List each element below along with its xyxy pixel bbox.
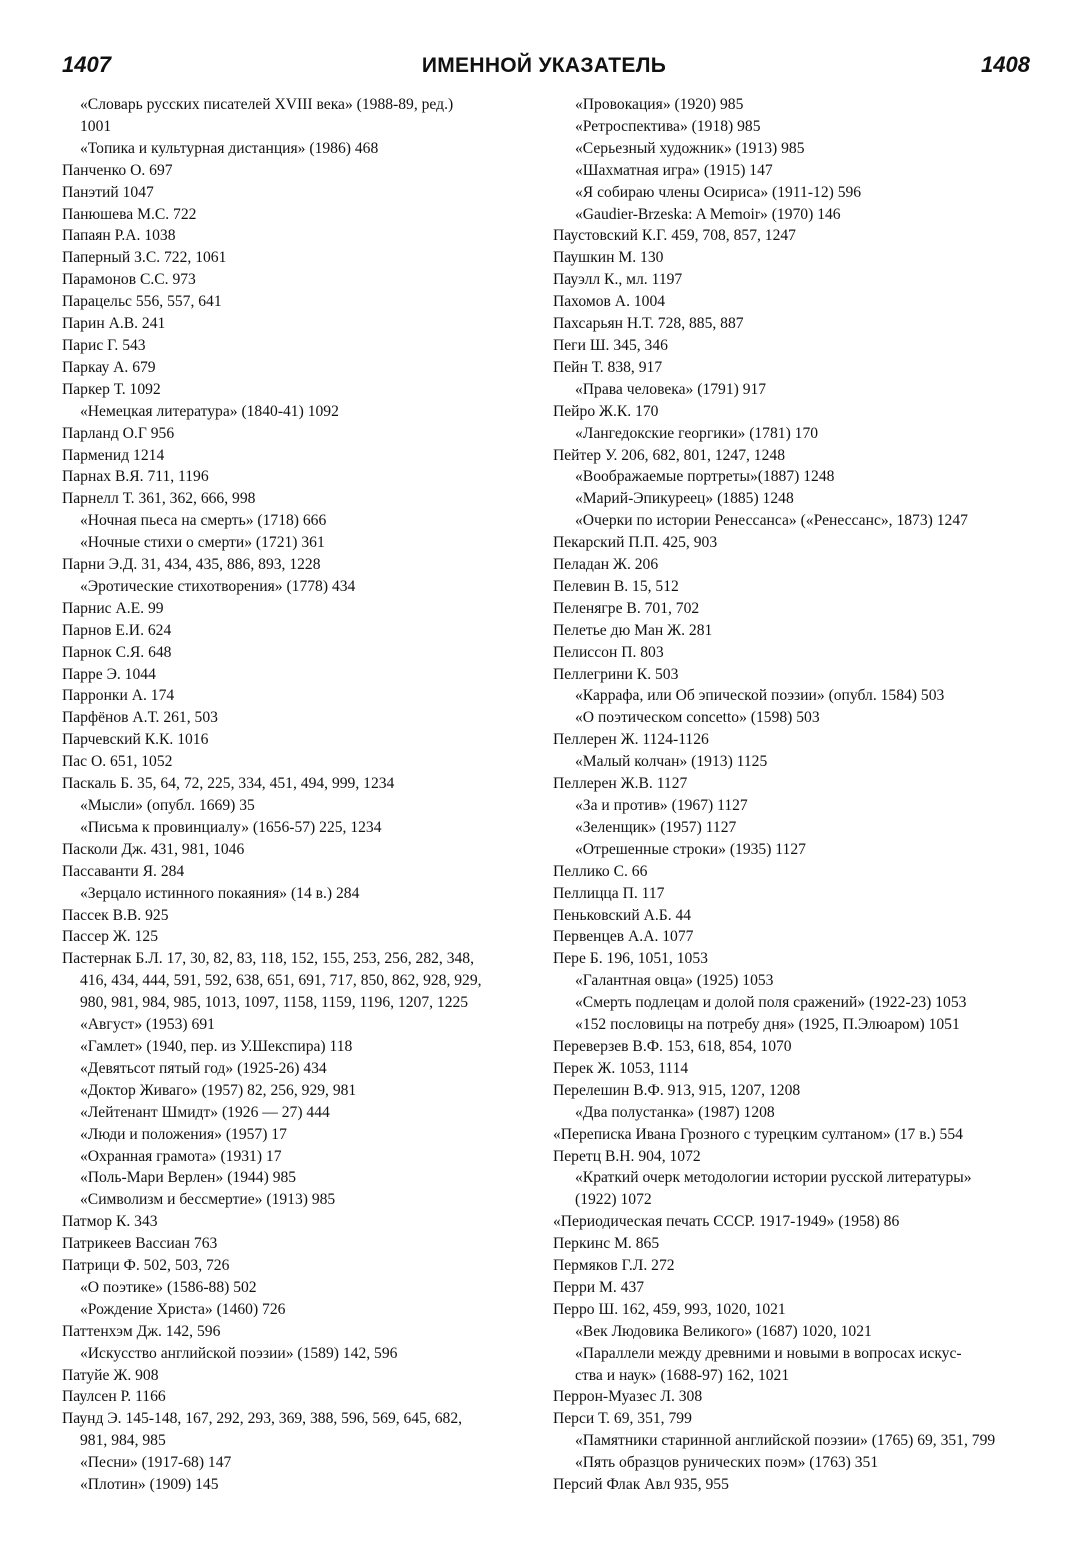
- index-subentry: «Краткий очерк методологии истории русской литературы»: [575, 1169, 972, 1187]
- index-entry: Пейтер У. 206, 682, 801, 1247, 1248: [553, 446, 785, 464]
- index-subentry: «Девятьсот пятый год» (1925-26) 434: [80, 1059, 327, 1077]
- index-entry: Парис Г. 543: [62, 336, 146, 354]
- index-subentry: «Плотин» (1909) 145: [80, 1476, 219, 1494]
- index-entry: Парацельс 556, 557, 641: [62, 293, 222, 311]
- index-subentry: «Письма к провинциалу» (1656-57) 225, 1234: [80, 818, 382, 836]
- index-subentry: «Серьезный художник» (1913) 985: [575, 139, 805, 157]
- index-entry: Пелетье дю Ман Ж. 281: [553, 621, 713, 639]
- index-subentry: «Малый колчан» (1913) 1125: [575, 753, 768, 771]
- index-entry: Патмор К. 343: [62, 1213, 158, 1231]
- index-entry: Парин А.В. 241: [62, 315, 166, 333]
- index-entry: Перрон-Муазес Л. 308: [553, 1388, 703, 1406]
- index-column-right: [553, 94, 1033, 1496]
- index-subentry: «Лейтенант Шмидт» (1926 — 27) 444: [80, 1103, 330, 1121]
- index-column-left: [62, 94, 542, 1496]
- index-entry: Персий Флак Авл 935, 955: [553, 1476, 729, 1494]
- index-subentry: «Пять образцов рунических поэм» (1763) 351: [575, 1454, 879, 1472]
- index-entry: Паркау А. 679: [62, 358, 156, 376]
- index-entry: Пеги Ш. 345, 346: [553, 336, 668, 354]
- index-entry: Перелешин В.Ф. 913, 915, 1207, 1208: [553, 1081, 801, 1099]
- index-entry: «Периодическая печать СССР. 1917-1949» (1958) 86: [553, 1213, 900, 1231]
- index-subentry: «Охранная грамота» (1931) 17: [80, 1147, 282, 1165]
- index-entry: Парни Э.Д. 31, 434, 435, 886, 893, 1228: [62, 556, 321, 574]
- index-subentry: «Права человека» (1791) 917: [575, 380, 767, 398]
- index-entry: Паустовский К.Г. 459, 708, 857, 1247: [553, 227, 796, 245]
- index-subentry: «Топика и культурная дистанция» (1986) 468: [80, 139, 379, 157]
- index-entry: Папаян Р.А. 1038: [62, 227, 176, 245]
- page-number-left: 1407: [62, 52, 111, 77]
- index-subentry: «Отрешенные строки» (1935) 1127: [575, 840, 806, 858]
- index-entry: Парнис А.Е. 99: [62, 599, 164, 617]
- index-subentry: 980, 981, 984, 985, 1013, 1097, 1158, 1159, 1196, 1207, 1225: [80, 994, 469, 1012]
- index-subentry: «Немецкая литература» (1840-41) 1092: [80, 402, 339, 420]
- index-entry: Пеладан Ж. 206: [553, 556, 659, 574]
- index-entry: Пеллегрини К. 503: [553, 665, 679, 683]
- index-entry: Пеллерен Ж. 1124-1126: [553, 731, 709, 749]
- index-entry: Перек Ж. 1053, 1114: [553, 1059, 689, 1077]
- index-subentry: «Доктор Живаго» (1957) 82, 256, 929, 981: [80, 1081, 357, 1099]
- index-entry: Перро Ш. 162, 459, 993, 1020, 1021: [553, 1300, 786, 1318]
- index-entry: Пассек В.В. 925: [62, 906, 169, 924]
- index-entry: Панченко О. 697: [62, 161, 173, 179]
- index-subentry: «Символизм и бессмертие» (1913) 985: [80, 1191, 336, 1209]
- index-subentry: ства и наук» (1688-97) 162, 1021: [575, 1366, 790, 1384]
- index-entry: Парнах В.Я. 711, 1196: [62, 468, 209, 486]
- index-entry: Паскаль Б. 35, 64, 72, 225, 334, 451, 494, 999, 1234: [62, 775, 395, 793]
- index-subentry: «Я собираю члены Осириса» (1911-12) 596: [575, 183, 862, 201]
- index-subentry: «Зерцало истинного покаяния» (14 в.) 284: [80, 884, 360, 902]
- index-entry: Парфёнов А.Т. 261, 503: [62, 709, 218, 727]
- index-subentry: «Эротические стихотворения» (1778) 434: [80, 577, 356, 595]
- index-subentry: «Марий-Эпикуреец» (1885) 1248: [575, 490, 794, 508]
- index-subentry: «Каррафа, или Об эпической поэзии» (опубл. 1584) 503: [575, 687, 945, 705]
- index-entry: Пеленягре В. 701, 702: [553, 599, 700, 617]
- index-entry: Пауэлл К., мл. 1197: [553, 271, 683, 289]
- index-entry: Пейро Ж.К. 170: [553, 402, 659, 420]
- index-entry: Панюшева М.С. 722: [62, 205, 197, 223]
- index-entry: Панэтий 1047: [62, 183, 154, 201]
- index-subentry: (1922) 1072: [575, 1191, 652, 1209]
- index-subentry: «Зеленщик» (1957) 1127: [575, 818, 737, 836]
- page-header: [58, 52, 1030, 86]
- index-entry: Перри М. 437: [553, 1278, 645, 1296]
- index-entry: Парнелл Т. 361, 362, 666, 998: [62, 490, 256, 508]
- index-entry: Парнок С.Я. 648: [62, 643, 172, 661]
- index-entry: Патрици Ф. 502, 503, 726: [62, 1257, 230, 1275]
- index-entry: Парменид 1214: [62, 446, 165, 464]
- index-subentry: 1001: [80, 117, 112, 135]
- index-entry: Паттенхэм Дж. 142, 596: [62, 1322, 221, 1340]
- index-subentry: «Лангедокские георгики» (1781) 170: [575, 424, 819, 442]
- index-entry: Паунд Э. 145-148, 167, 292, 293, 369, 388, 596, 569, 645, 682,: [62, 1410, 463, 1428]
- index-entry: Пасколи Дж. 431, 981, 1046: [62, 840, 245, 858]
- index-subentry: «Гамлет» (1940, пер. из У.Шекспира) 118: [80, 1037, 353, 1055]
- index-subentry: «Люди и положения» (1957) 17: [80, 1125, 287, 1143]
- index-entry: Паулсен Р. 1166: [62, 1388, 166, 1406]
- index-subentry: «Два полустанка» (1987) 1208: [575, 1103, 775, 1121]
- index-entry: Пеллицца П. 117: [553, 884, 665, 902]
- index-entry: Пассаванти Я. 284: [62, 862, 185, 880]
- index-subentry: «Смерть подлецам и долой поля сражений» (1922-23) 1053: [575, 994, 967, 1012]
- index-entry: Пассер Ж. 125: [62, 928, 158, 946]
- index-entry: Парланд О.Г 956: [62, 424, 175, 442]
- index-entry: Пелиссон П. 803: [553, 643, 664, 661]
- index-entry: Перси Т. 69, 351, 799: [553, 1410, 692, 1428]
- index-subentry: «Очерки по истории Ренессанса» («Ренессанс», 1873) 1247: [575, 512, 968, 530]
- page-title: ИМЕННОЙ УКАЗАТЕЛЬ: [421, 54, 667, 77]
- index-subentry: «Шахматная игра» (1915) 147: [575, 161, 773, 179]
- index-subentry: 981, 984, 985: [80, 1432, 166, 1450]
- index-entry: Переверзев В.Ф. 153, 618, 854, 1070: [553, 1037, 792, 1055]
- index-entry: Пейн Т. 838, 917: [553, 358, 663, 376]
- index-subentry: «Параллели между древними и новыми в вопросах искус-: [575, 1344, 962, 1362]
- index-subentry: «Ночная пьеса на смерть» (1718) 666: [80, 512, 327, 530]
- index-subentry: «Gaudier-Brzeska: A Memoir» (1970) 146: [575, 205, 841, 223]
- index-entry: Пас О. 651, 1052: [62, 753, 173, 771]
- index-entry: Паушкин М. 130: [553, 249, 664, 267]
- index-entry: Пермяков Г.Л. 272: [553, 1257, 675, 1275]
- index-subentry: «152 пословицы на потребу дня» (1925, П.Элюаром) 1051: [575, 1016, 960, 1034]
- index-subentry: «Век Людовика Великого» (1687) 1020, 1021: [575, 1322, 872, 1340]
- index-subentry: «Воображаемые портреты»(1887) 1248: [575, 468, 835, 486]
- index-entry: Пеллерен Ж.В. 1127: [553, 775, 688, 793]
- index-entry: Пастернак Б.Л. 17, 30, 82, 83, 118, 152, 155, 253, 256, 282, 348,: [62, 950, 475, 968]
- index-subentry: «Песни» (1917-68) 147: [80, 1454, 232, 1472]
- index-entry: Пахомов А. 1004: [553, 293, 666, 311]
- index-entry: «Переписка Ивана Грозного с турецким султаном» (17 в.) 554: [553, 1125, 963, 1143]
- page-number-right: 1408: [981, 52, 1030, 77]
- index-subentry: «Словарь русских писателей XVIII века» (1988-89, ред.): [80, 96, 454, 113]
- index-entry: Пеллико С. 66: [553, 862, 648, 880]
- index-entry: Первенцев А.А. 1077: [553, 928, 694, 946]
- index-entry: Парчевский К.К. 1016: [62, 731, 209, 749]
- index-entry: Паперный З.С. 722, 1061: [62, 249, 227, 267]
- index-subentry: «Мысли» (опубл. 1669) 35: [80, 797, 255, 814]
- index-subentry: «Ретроспектива» (1918) 985: [575, 117, 761, 135]
- index-subentry: «Август» (1953) 691: [80, 1016, 215, 1034]
- index-entry: Пеньковский А.Б. 44: [553, 906, 692, 924]
- index-entry: Перетц В.Н. 904, 1072: [553, 1147, 701, 1165]
- index-entry: Пере Б. 196, 1051, 1053: [553, 950, 708, 968]
- index-subentry: «За и против» (1967) 1127: [575, 797, 748, 814]
- index-entry: Пахсарьян Н.Т. 728, 885, 887: [553, 315, 744, 333]
- index-entry: Парнов Е.И. 624: [62, 621, 172, 639]
- index-entry: Пелевин В. 15, 512: [553, 577, 679, 595]
- index-subentry: «Галантная овца» (1925) 1053: [575, 972, 774, 990]
- index-subentry: «Искусство английской поэзии» (1589) 142, 596: [80, 1344, 398, 1362]
- index-subentry: «О поэтическом concetto» (1598) 503: [575, 709, 820, 727]
- index-subentry: «О поэтике» (1586-88) 502: [80, 1278, 257, 1296]
- index-subentry: «Поль-Мари Верлен» (1944) 985: [80, 1169, 297, 1187]
- index-entry: Паркер Т. 1092: [62, 380, 161, 398]
- index-subentry: 416, 434, 444, 591, 592, 638, 651, 691, 717, 850, 862, 928, 929,: [80, 972, 482, 990]
- index-entry: Патуйе Ж. 908: [62, 1366, 159, 1384]
- index-entry: Парамонов С.С. 973: [62, 271, 196, 289]
- index-entry: Пекарский П.П. 425, 903: [553, 534, 718, 552]
- index-subentry: «Ночные стихи о смерти» (1721) 361: [80, 534, 325, 552]
- index-entry: Перкинс М. 865: [553, 1235, 660, 1253]
- index-subentry: «Провокация» (1920) 985: [575, 96, 744, 113]
- index-entry: Парронки А. 174: [62, 687, 175, 705]
- index-entry: Парре Э. 1044: [62, 665, 156, 683]
- index-subentry: «Памятники старинной английской поэзии» (1765) 69, 351, 799: [575, 1432, 996, 1450]
- index-subentry: «Рождение Христа» (1460) 726: [80, 1300, 286, 1318]
- index-entry: Патрикеев Вассиан 763: [62, 1235, 218, 1253]
